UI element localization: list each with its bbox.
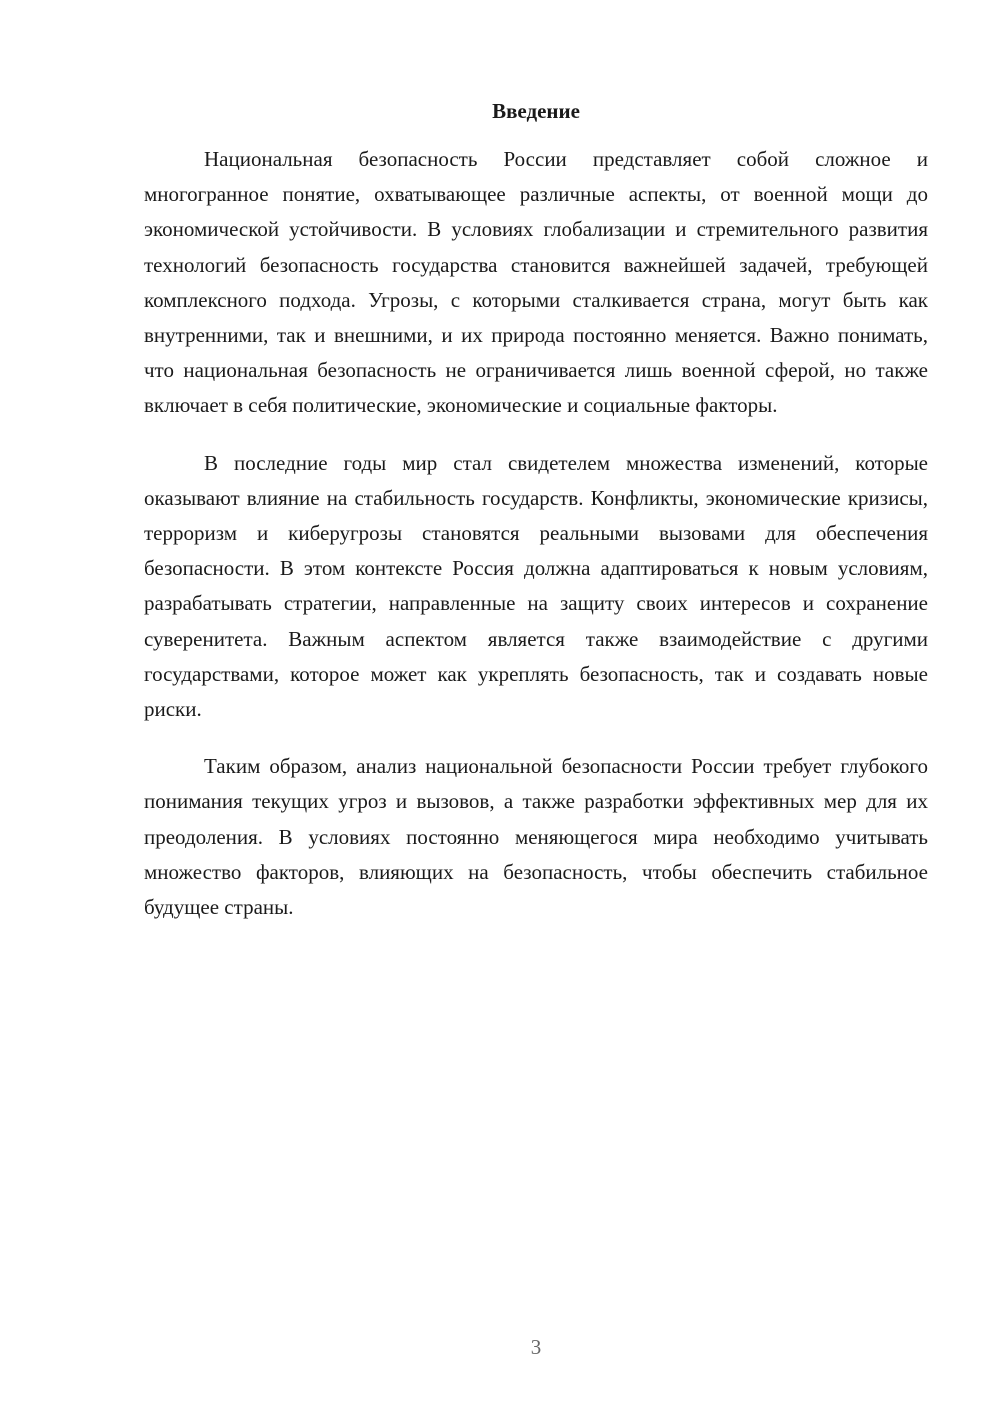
section-title: Введение [492, 99, 580, 123]
page-number: 3 [530, 1335, 542, 1359]
document-body [144, 142, 928, 947]
paragraph: Национальная безопасность России представляет собой сложное и многогранное понятие, охватывающее различные аспекты, от военной мощи до экономической устойчивости. В условиях глобализации и стремительного развития технологий безопасность государства становится важнейшей задачей, требующей комплексного подхода. Угрозы, с которыми сталкивается страна, могут быть как внутренними, так и внешними, и их природа постоянно меняется. Важно понимать, что национальная безопасность не ограничивается лишь военной сферой, но также включает в себя политические, экономические и социальные факторы. [144, 147, 928, 418]
paragraph: Таким образом, анализ национальной безопасности России требует глубокого понимания текущих угроз и вызовов, а также разработки эффективных мер для их преодоления. В условиях постоянно меняющегося мира необходимо учитывать множество факторов, влияющих на безопасность, чтобы обеспечить стабильное будущее страны. [144, 754, 928, 920]
paragraph: В последние годы мир стал свидетелем множества изменений, которые оказывают влияние на стабильность государств. Конфликты, экономические кризисы, терроризм и киберугрозы становятся реальными вызовами для обеспечения безопасности. В этом контексте Россия должна адаптироваться к новым условиям, разрабатывать стратегии, направленные на защиту своих интересов и сохранение суверенитета. Важным аспектом является также взаимодействие с другими государствами, которое может как укреплять безопасность, так и создавать новые риски. [144, 450, 928, 722]
